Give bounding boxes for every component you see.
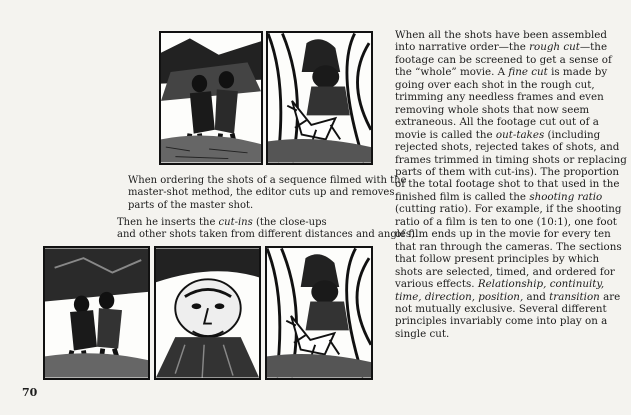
caption-line: parts of the master shot. (128, 199, 254, 211)
illustration-panel-top-monster (266, 31, 373, 165)
body-text-run: are not mutually exclusive. Several different principles invariably come into play on a single cut. (395, 290, 621, 340)
illustration-panel-top-fight (159, 31, 263, 165)
illustration-panel-bottom-closeup (154, 246, 261, 380)
caption-cut-ins (117, 217, 418, 242)
fight-scene-illustration (161, 33, 261, 163)
illustration-panel-bottom-monster (265, 246, 373, 380)
body-text-run: When all the shots have been assembled into narrative order—the (395, 29, 607, 54)
term-fine-cut: fine cut (508, 66, 548, 79)
caption-emphasis: cut-ins (218, 217, 253, 228)
page-number: 70 (22, 386, 38, 399)
body-text-run: (including rejected shots, rejected takes of shots, and frames trimmed in timing shots or replacing parts of them with cut-ins). The proportion of the total footage shot to that used in the finished film is called the (395, 128, 627, 203)
fight-scene-illustration (45, 248, 148, 378)
monster-splash-illustration (268, 33, 371, 163)
caption-text: (the close-ups (252, 217, 327, 228)
caption-text: Then he inserts the (117, 217, 219, 228)
illustration-panel-bottom-fight (43, 246, 150, 380)
term-transition: transition (549, 290, 600, 303)
body-text-run: is made by going over each shot in the rough cut, trimming any needless frames and even removing whole shots that now seem extraneous. All the footage cut out of a movie is called the (395, 66, 608, 141)
caption-line: When ordering the shots of a sequence filmed with the (128, 175, 407, 186)
term-shooting-ratio: shooting ratio (529, 190, 603, 203)
caption-line (117, 217, 418, 229)
term-out-takes: out-takes (495, 128, 545, 141)
body-text-run: —the footage can be screened to get a sense of the “whole” movie. A (395, 41, 612, 79)
monster-splash-illustration (267, 248, 371, 378)
closeup-face-illustration (156, 248, 259, 378)
caption-master-shot (128, 175, 406, 212)
body-text-run: and (523, 290, 550, 303)
term-principles: Relationship, continuity, time, direction, position, (395, 278, 605, 303)
caption-line: master-shot method, the editor cuts up and removes (128, 187, 395, 199)
term-rough-cut: rough cut (529, 41, 580, 54)
body-paragraph (395, 29, 627, 340)
body-text-run: (cutting ratio). For example, if the shooting ratio of a film is ten to one (10:1), one foot of film ends up in the movie for every ten that ran through the cameras. The sections that follow present principles by which shots are selected, timed, and ordered for various effects. (395, 203, 622, 291)
caption-line: and other shots taken from different distances and angles). (117, 229, 419, 241)
